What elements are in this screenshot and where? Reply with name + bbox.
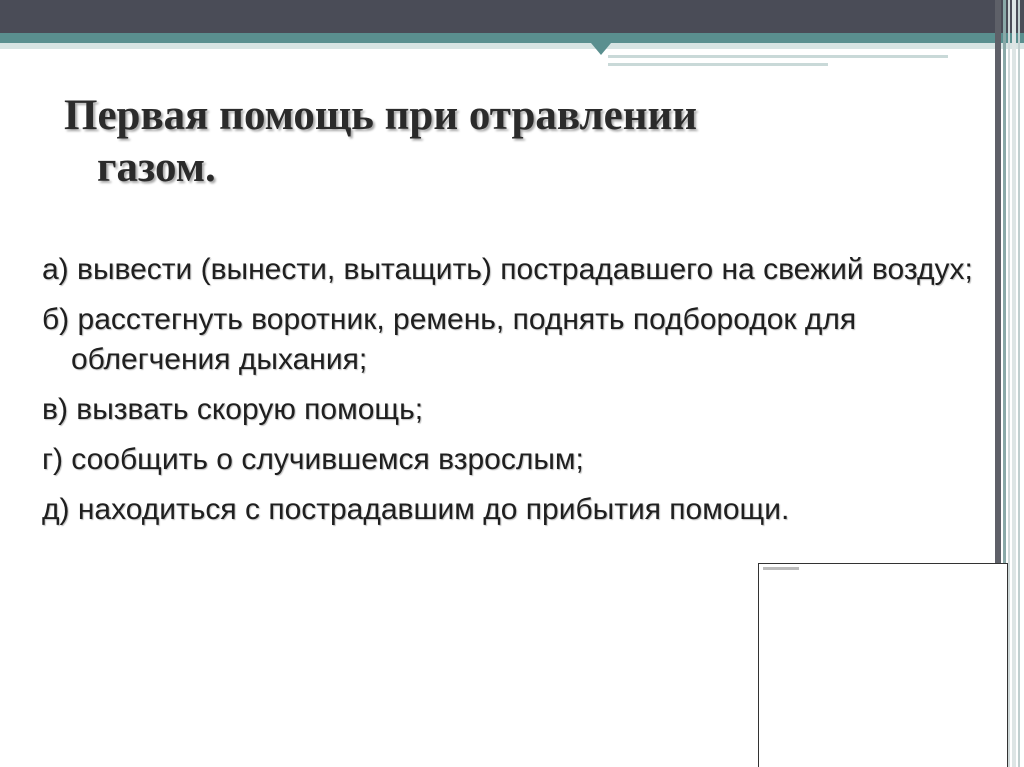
top-banner-light <box>0 43 1024 49</box>
right-decor-bar <box>1008 0 1010 767</box>
right-decor-bar <box>1018 0 1020 767</box>
instructions-list <box>42 250 992 540</box>
list-item: б) расстегнуть воротник, ремень, поднять подбородок для облегчения дыхания; <box>42 303 857 376</box>
top-banner-teal <box>0 33 1024 43</box>
placeholder-caption <box>763 567 799 570</box>
list-item: а) вывести (вынести, вытащить) пострадавшего на свежий воздух; <box>42 253 973 286</box>
banner-fold-triangle <box>591 43 611 55</box>
list-item: д) находиться с пострадавшим до прибытия помощи. <box>42 493 790 526</box>
list-item: г) сообщить о случившемся взрослым; <box>42 443 584 476</box>
slide-title-line2: газом. <box>97 144 216 191</box>
list-item: в) вызвать скорую помощь; <box>42 393 424 426</box>
top-banner-dark <box>0 0 1024 33</box>
decor-line <box>608 63 828 66</box>
decor-line <box>608 55 948 58</box>
slide-title <box>64 90 924 194</box>
slide-title-line1: Первая помощь при отравлении <box>64 92 698 139</box>
image-placeholder <box>758 563 1008 767</box>
right-decor-bar <box>1012 0 1016 767</box>
